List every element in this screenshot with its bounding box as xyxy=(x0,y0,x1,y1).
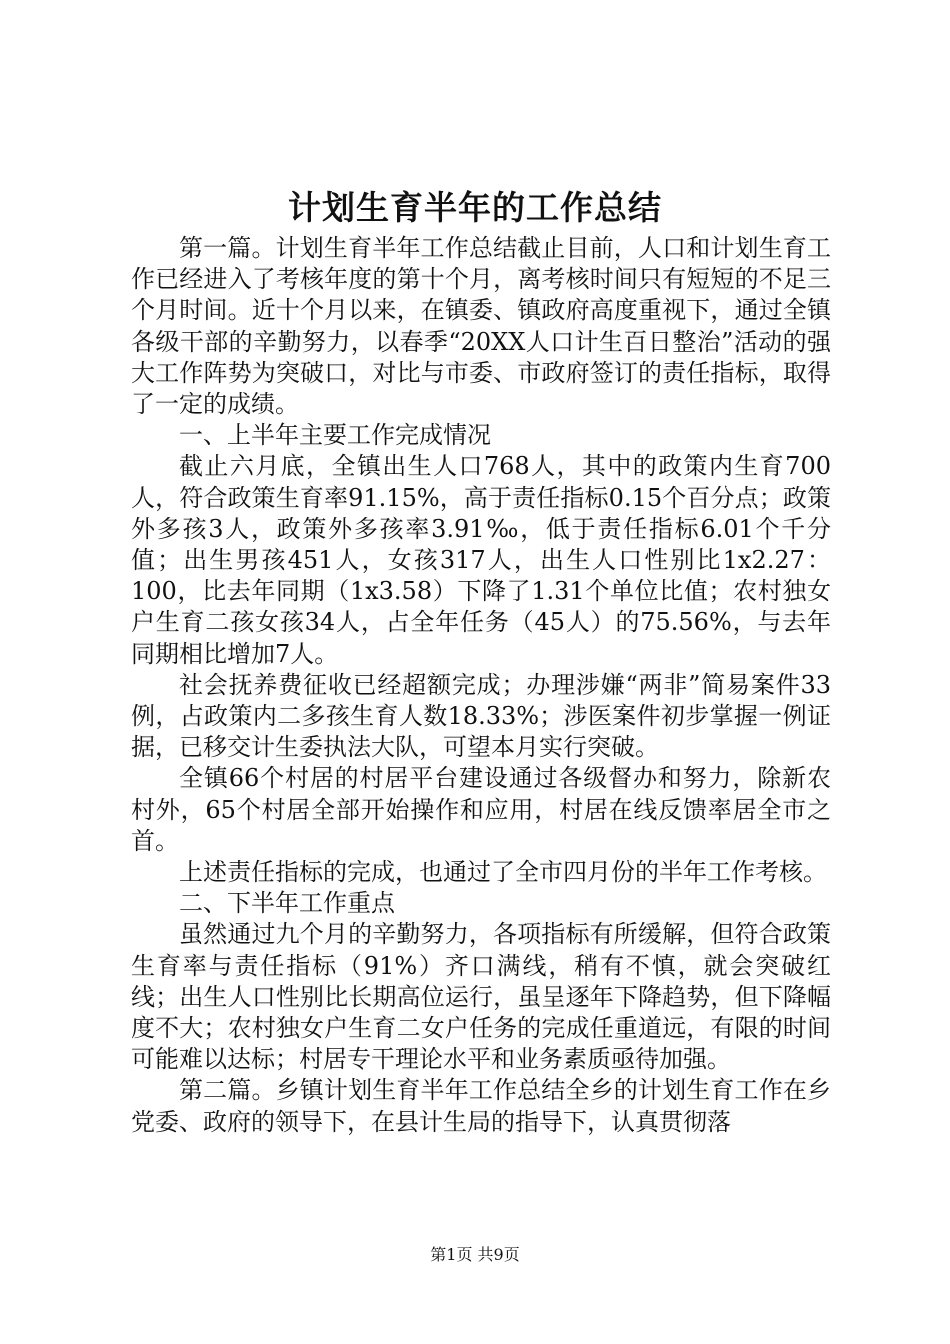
paragraph-birth-statistics: 截止六月底，全镇出生人口768人，其中的政策内生育700人，符合政策生育率91.15%，高于责任指标0.15个百分点；政策外多孩3人，政策外多孩率3.91‰，低于责任指标6.01个千分值；出生男孩451人，女孩317人，出生人口性别比1x2.27：100，比去年同期（1x3.58）下降了1.31个单位比值；农村独女户生育二孩女孩34人，占全年任务（45人）的75.56%，与去年同期相比增加7人。 xyxy=(131,452,831,668)
page-number-footer: 第1页 共9页 xyxy=(430,1245,520,1264)
document-body xyxy=(131,233,831,1138)
section-heading-first-half: 一、上半年主要工作完成情况 xyxy=(179,421,491,450)
paragraph-village-platform: 全镇66个村居的村居平台建设通过各级督办和努力，除新农村外，65个村居全部开始操作和应用，村居在线反馈率居全市之首。 xyxy=(131,764,831,855)
paragraph-assessment: 上述责任指标的完成，也通过了全市四月份的半年工作考核。 xyxy=(179,858,827,887)
paragraph-part-one-intro: 第一篇。计划生育半年工作总结截止目前，人口和计划生育工作已经进入了考核年度的第十个月，离考核时间只有短短的不足三个月时间。近十个月以来，在镇委、镇政府高度重视下，通过全镇各级干部的辛勤努力，以春季“20XX人口计生百日整治”活动的强大工作阵势为突破口，对比与市委、市政府签订的责任指标，取得了一定的成绩。 xyxy=(131,234,831,419)
paragraph-challenges: 虽然通过九个月的辛勤努力，各项指标有所缓解，但符合政策生育率与责任指标（91%）齐口满线，稍有不慎，就会突破红线；出生人口性别比长期高位运行，虽呈逐年下降趋势，但下降幅度不大；农村独女户生育二女户任务的完成任重道远，有限的时间可能难以达标；村居专干理论水平和业务素质亟待加强。 xyxy=(131,920,831,1074)
document-title: 计划生育半年的工作总结 xyxy=(288,188,662,227)
paragraph-social-fees: 社会抚养费征收已经超额完成；办理涉嫌“两非”简易案件33例，占政策内二多孩生育人数18.33%；涉医案件初步掌握一例证据，已移交计生委执法大队，可望本月实行突破。 xyxy=(131,670,831,762)
section-heading-second-half: 二、下半年工作重点 xyxy=(179,889,395,918)
paragraph-part-two-intro: 第二篇。乡镇计划生育半年工作总结全乡的计划生育工作在乡党委、政府的领导下，在县计生局的指导下，认真贯彻落 xyxy=(131,1076,831,1136)
